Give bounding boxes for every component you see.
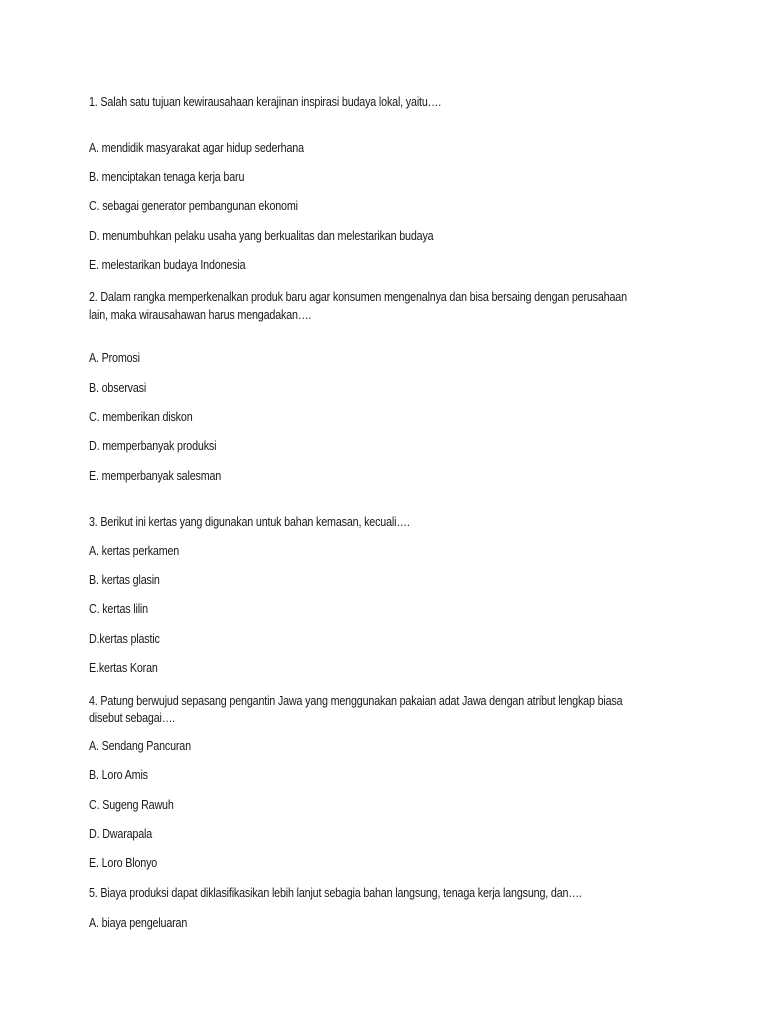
question-1-option-e: E. melestarikan budaya Indonesia: [89, 258, 246, 272]
question-2-text-line-2: lain, maka wirausahawan harus mengadakan….: [89, 308, 312, 322]
question-4-text-line-1: 4. Patung berwujud sepasang pengantin Jawa yang menggunakan pakaian adat Jawa dengan atribut lengkap biasa: [89, 694, 623, 708]
question-1-option-d: D. menumbuhkan pelaku usaha yang berkualitas dan melestarikan budaya: [89, 229, 434, 243]
question-2-option-d: D. memperbanyak produksi: [89, 439, 217, 453]
question-4-option-d: D. Dwarapala: [89, 827, 153, 841]
question-3-option-d: D.kertas plastic: [89, 632, 160, 646]
question-1-option-a: A. mendidik masyarakat agar hidup sederhana: [89, 141, 304, 155]
question-3-text: 3. Berikut ini kertas yang digunakan untuk bahan kemasan, kecuali….: [89, 515, 410, 529]
question-3-option-e: E.kertas Koran: [89, 661, 158, 675]
question-5-text: 5. Biaya produksi dapat diklasifikasikan lebih lanjut sebagia bahan langsung, tenaga kerja langsung, dan….: [89, 886, 582, 900]
question-2-option-b: B. observasi: [89, 381, 147, 395]
question-4-option-e: E. Loro Blonyo: [89, 856, 158, 870]
question-4-text-line-2: disebut sebagai….: [89, 711, 176, 725]
question-3-option-c: C. kertas lilin: [89, 602, 148, 616]
question-2-option-c: C. memberikan diskon: [89, 410, 193, 424]
question-1-option-b: B. menciptakan tenaga kerja baru: [89, 170, 245, 184]
question-4-option-a: A. Sendang Pancuran: [89, 739, 191, 753]
question-2-option-e: E. memperbanyak salesman: [89, 469, 222, 483]
question-4-option-b: B. Loro Amis: [89, 768, 148, 782]
question-3-option-a: A. kertas perkamen: [89, 544, 180, 558]
question-5-option-a: A. biaya pengeluaran: [89, 916, 188, 930]
question-3-option-b: B. kertas glasin: [89, 573, 160, 587]
question-2-option-a: A. Promosi: [89, 351, 140, 365]
question-1-text: 1. Salah satu tujuan kewirausahaan kerajinan inspirasi budaya lokal, yaitu….: [89, 95, 442, 109]
question-2-text-line-1: 2. Dalam rangka memperkenalkan produk baru agar konsumen mengenalnya dan bisa bersaing dengan perusahaan: [89, 290, 627, 304]
question-4-option-c: C. Sugeng Rawuh: [89, 798, 174, 812]
question-1-option-c: C. sebagai generator pembangunan ekonomi: [89, 199, 298, 213]
